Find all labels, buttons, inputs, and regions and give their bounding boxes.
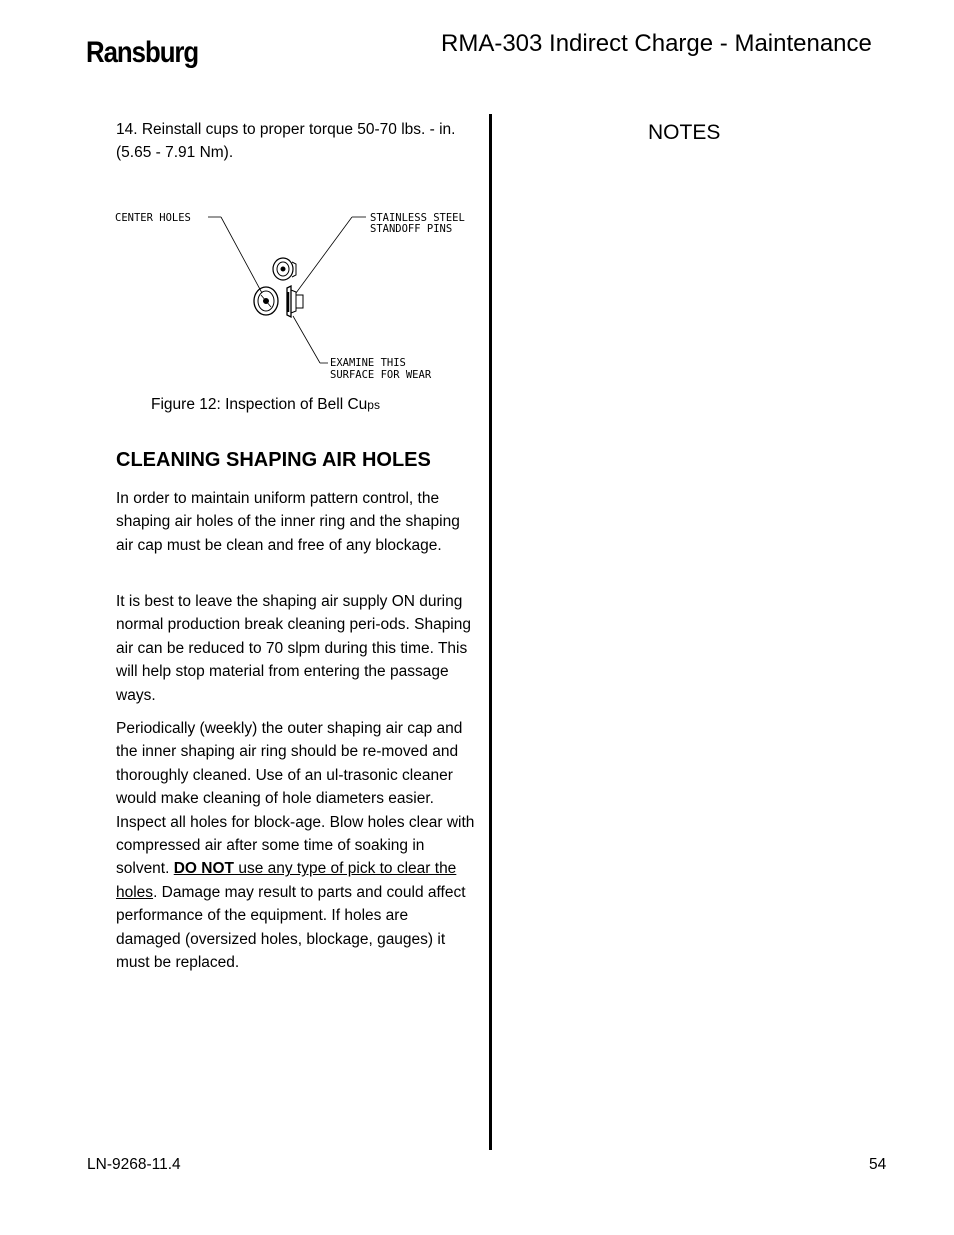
company-logo: Ransburg <box>86 36 199 69</box>
step-14-text: 14. Reinstall cups to proper torque 50-70 lbs. - in. (5.65 - 7.91 Nm). <box>116 121 456 161</box>
footer-page-number: 54 <box>869 1156 887 1173</box>
bell-cup-figure <box>110 200 485 390</box>
small-bell-cup-drawing <box>273 258 296 280</box>
paragraph-1: In order to maintain uniform pattern control, the shaping air holes of the inner ring and the shaping air cap must be clean and free of any blockage. <box>116 490 460 554</box>
figure-caption <box>151 396 380 414</box>
label-standoff-pins: STANDOFF PINS <box>370 223 453 235</box>
label-stainless-steel: STAINLESS STEEL <box>370 212 465 224</box>
column-divider <box>489 114 492 1150</box>
paragraph-3 <box>116 717 476 974</box>
bell-cup-face-drawing <box>254 287 278 315</box>
figure-caption-tail: ps <box>367 398 380 412</box>
label-surface-for-wear: SURFACE FOR WEAR <box>330 369 432 381</box>
paragraph-3-intro: Periodically (weekly) the outer shaping air cap and the inner shaping air ring should be re-moved and thoroughly cleaned. Use of an ul-trasonic cleaner would make cleaning of hole diameters easier. Inspect all holes for block-age. Blow holes clear with compressed air after some time of soaking in solvent. <box>116 720 475 878</box>
footer-doc-number: LN-9268-11.4 <box>87 1156 181 1173</box>
bell-cup-side-drawing <box>287 286 303 317</box>
figure-caption-main: Figure 12: Inspection of Bell Cu <box>151 396 368 413</box>
label-center-holes: CENTER HOLES <box>115 212 191 224</box>
paragraph-2: It is best to leave the shaping air supply ON during normal production break cleaning peri-ods. Shaping air can be reduced to 70 slpm during this time. This will help stop material from entering the passage ways. <box>116 593 471 704</box>
document-title: RMA-303 Indirect Charge - Maintenance <box>441 30 872 57</box>
do-not-emphasis: DO NOT <box>173 860 235 878</box>
notes-heading: NOTES <box>648 121 721 144</box>
section-heading: CLEANING SHAPING AIR HOLES <box>116 449 431 471</box>
paragraph-3-rest: . Damage may result to parts and could affect performance of the equipment. If holes are damaged (oversized holes, blockage, gauges) it must be replaced. <box>116 883 466 972</box>
pick-warning: use any type of pick to clear the holes <box>116 860 457 901</box>
label-examine-this: EXAMINE THIS <box>330 357 406 369</box>
